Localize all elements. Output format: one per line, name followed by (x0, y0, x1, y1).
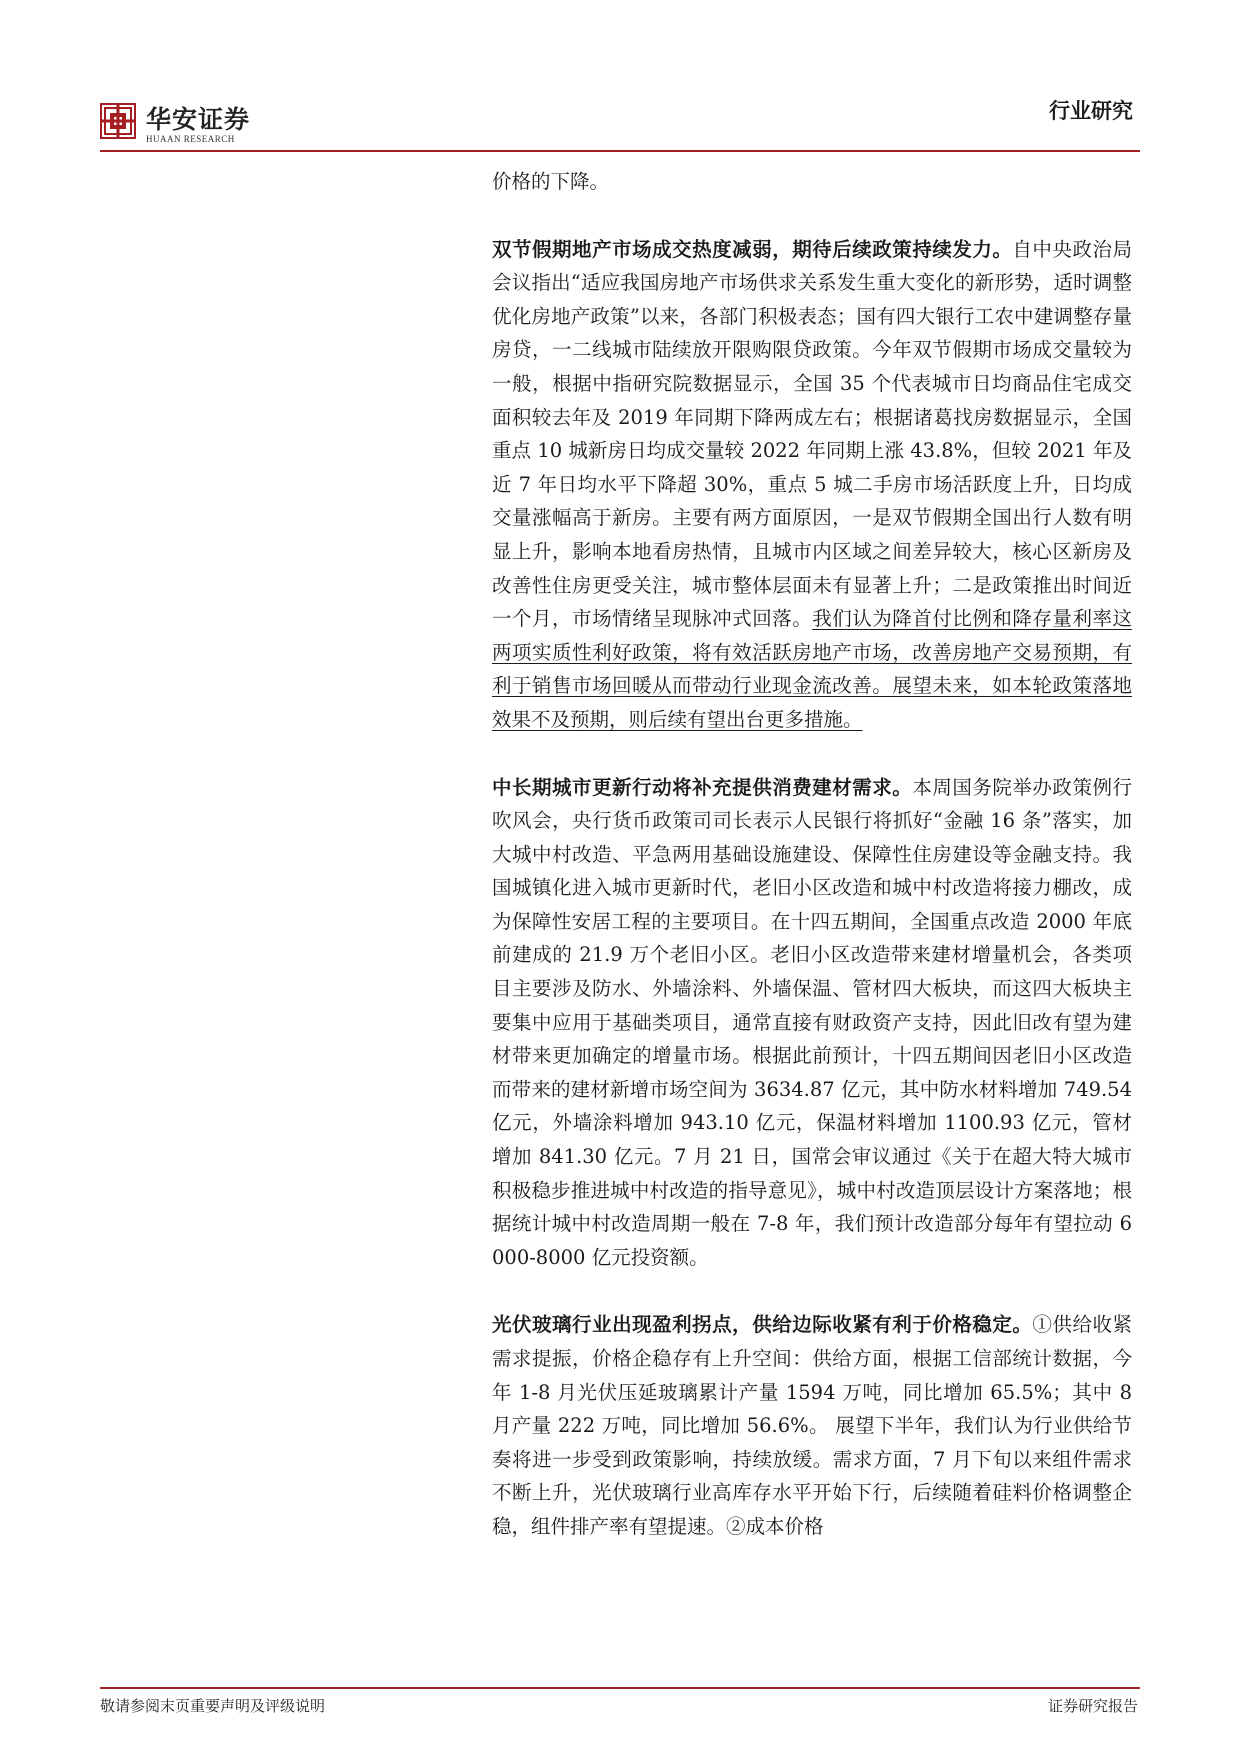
brand-name-en: HUAAN RESEARCH (146, 134, 235, 144)
footer-disclaimer: 敬请参阅末页重要声明及评级说明 (100, 1697, 326, 1715)
paragraph-text: ①供给收紧需求提振，价格企稳存有上升空间：供给方面，根据工信部统计数据，今年 1-8 月光伏压延玻璃累计产量 1594 万吨，同比增加 65.5%；其中 8 月产量 222 万吨，同比增加 56.6%。 展望下半年，我们认为行业供给节奏将进一步受到政策影响，持续放缓。需求方面，7 月下旬以来组件需求不断上升，光伏玻璃行业高库存水平开始下行，后续随着硅料价格调整企稳，组件排产率有望提速。②成本价格 (492, 1313, 1132, 1538)
paragraph-text: 自中央政治局会议指出“适应我国房地产市场供求关系发生重大变化的新形势，适时调整优化房地产政策”以来，各部门积极表态；国有四大银行工农中建调整存量房贷，一二线城市陆续放开限购限贷政策。今年双节假期市场成交量较为一般，根据中指研究院数据显示，全国 35 个代表城市日均商品住宅成交面积较去年及 2019 年同期下降两成左右；根据诸葛找房数据显示，全国重点 10 城新房日均成交量较 2022 年同期上涨 43.8%，但较 2021 年及近 7 年日均水平下降超 30%，重点 5 城二手房市场活跃度上升，日均成交量涨幅高于新房。主要有两方面原因，一是双节假期全国出行人数有明显上升，影响本地看房热情，且城市内区域之间差异较大，核心区新房及改善性住房更受关注，城市整体层面未有显著上升；二是政策推出时间近一个月，市场情绪呈现脉冲式回落。 (492, 237, 1132, 631)
paragraph-pv-glass (492, 1308, 1132, 1543)
paragraph-urban-renewal (492, 771, 1132, 1275)
paragraph-lead: 中长期城市更新行动将补充提供消费建材需求。 (492, 775, 913, 799)
header-divider (100, 150, 1140, 152)
seal-icon (100, 103, 136, 139)
footer-divider (100, 1687, 1140, 1689)
paragraph-real-estate (492, 233, 1132, 737)
footer-report-type: 证券研究报告 (1047, 1697, 1138, 1715)
brand-name-cn: 华安证券 (146, 105, 251, 134)
paragraph-continuation: 价格的下降。 (492, 170, 610, 193)
paragraph-underlined-text: 我们认为降首付比例和降存量利率这两项实质性利好政策，将有效活跃房地产市场，改善房地产交易预期，有利于销售市场回暖从而带动行业现金流改善。展望未来，如本轮政策落地效果不及预期，则后续有望出台更多措施。 (492, 607, 1132, 731)
page-header (0, 0, 1240, 160)
paragraph-text: 本周国务院举办政策例行吹风会，央行货币政策司司长表示人民银行将抓好“金融 16 条”落实，加大城中村改造、平急两用基础设施建设、保障性住房建设等金融支持。我国城镇化进入城市更新时代，老旧小区改造和城中村改造将接力棚改，成为保障性安居工程的主要项目。在十四五期间，全国重点改造 2000 年底前建成的 21.9 万个老旧小区。老旧小区改造带来建材增量机会，各类项目主要涉及防水、外墙涂料、外墙保温、管材四大板块，而这四大板块主要集中应用于基础类项目，通常直接有财政资产支持，因此旧改有望为建材带来更加确定的增量市场。根据此前预计，十四五期间因老旧小区改造而带来的建材新增市场空间为 3634.87 亿元，其中防水材料增加 749.54 亿元，外墙涂料增加 943.10 亿元，保温材料增加 1100.93 亿元，管材增加 841.30 亿元。7 月 21 日，国常会审议通过《关于在超大特大城市积极稳步推进城中村改造的指导意见》，城中村改造顶层设计方案落地；根据统计城中村改造周期一般在 7-8 年，我们预计改造部分每年有望拉动 6000-8000 亿元投资额。 (492, 775, 1132, 1269)
paragraph-lead: 光伏玻璃行业出现盈利拐点，供给边际收紧有利于价格稳定。 (492, 1313, 1033, 1337)
report-body (492, 165, 1132, 1578)
section-title: 行业研究 (1049, 99, 1133, 123)
paragraph-lead: 双节假期地产市场成交热度减弱，期待后续政策持续发力。 (492, 237, 1013, 261)
brand-logo (100, 103, 360, 149)
